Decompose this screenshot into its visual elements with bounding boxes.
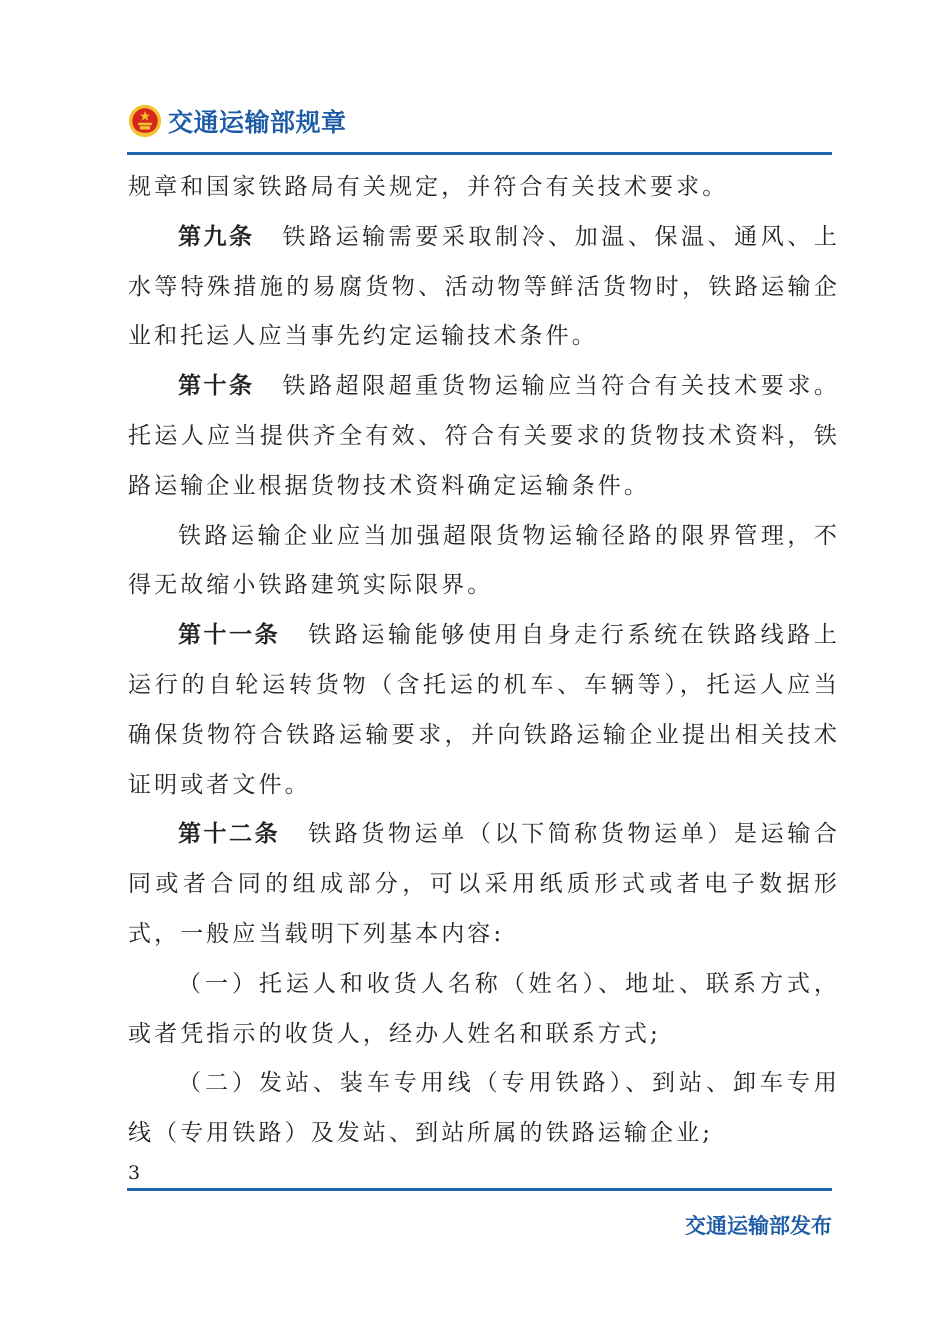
paragraph-text: 铁路超限超重货物运输应当符合有关技术要求。托运人应当提供齐全有效、符合有关要求的货物技术资料，铁路运输企业根据货物技术资料确定运输条件。: [128, 373, 840, 499]
header-title: 交通运输部规章: [168, 108, 347, 137]
paragraph: [128, 512, 840, 612]
paragraph-article-10: [128, 362, 840, 511]
paragraph-text: 铁路运输企业应当加强超限货物运输径路的限界管理，不得无故缩小铁路建筑实际限界。: [128, 522, 840, 599]
paragraph-article-9: [128, 213, 840, 362]
article-heading: 第十二条: [178, 821, 281, 848]
article-heading: 第九条: [178, 223, 255, 250]
paragraph-text: 铁路运输需要采取制冷、加温、保温、通风、上水等特殊措施的易腐货物、活动物等鲜活货物时，铁路运输企业和托运人应当事先约定运输技术条件。: [128, 223, 840, 350]
page-header: [128, 96, 347, 146]
document-body: [128, 163, 840, 1159]
footer-publisher: 交通运输部发布: [685, 1214, 832, 1238]
paragraph-text: 规章和国家铁路局有关规定，并符合有关技术要求。: [128, 174, 729, 200]
list-item: [128, 1059, 840, 1159]
article-heading: 第十一条: [178, 622, 281, 649]
national-emblem-icon: [128, 104, 162, 138]
paragraph-article-12: [128, 810, 840, 959]
paragraph: [128, 163, 840, 213]
paragraph-text: （一）托运人和收货人名称（姓名）、地址、联系方式，或者凭指示的收货人，经办人姓名和联系方式;: [128, 970, 840, 1047]
footer-rule: [127, 1188, 832, 1191]
paragraph-text: 铁路运输能够使用自身走行系统在铁路线路上运行的自轮运转货物（含托运的机车、车辆等），托运人应当确保货物符合铁路运输要求，并向铁路运输企业提出相关技术证明或者文件。: [128, 622, 841, 798]
article-heading: 第十条: [178, 373, 255, 400]
paragraph-article-11: [128, 611, 840, 810]
header-rule: [127, 152, 832, 155]
paragraph-text: （二）发站、装车专用线（专用铁路）、到站、卸车专用线（专用铁路）及发站、到站所属的铁路运输企业;: [128, 1070, 840, 1147]
paragraph-text: 铁路货物运单（以下简称货物运单）是运输合同或者合同的组成部分，可以采用纸质形式或者电子数据形式，一般应当载明下列基本内容:: [128, 821, 841, 947]
list-item: [128, 960, 840, 1060]
page-number: 3: [128, 1162, 141, 1184]
